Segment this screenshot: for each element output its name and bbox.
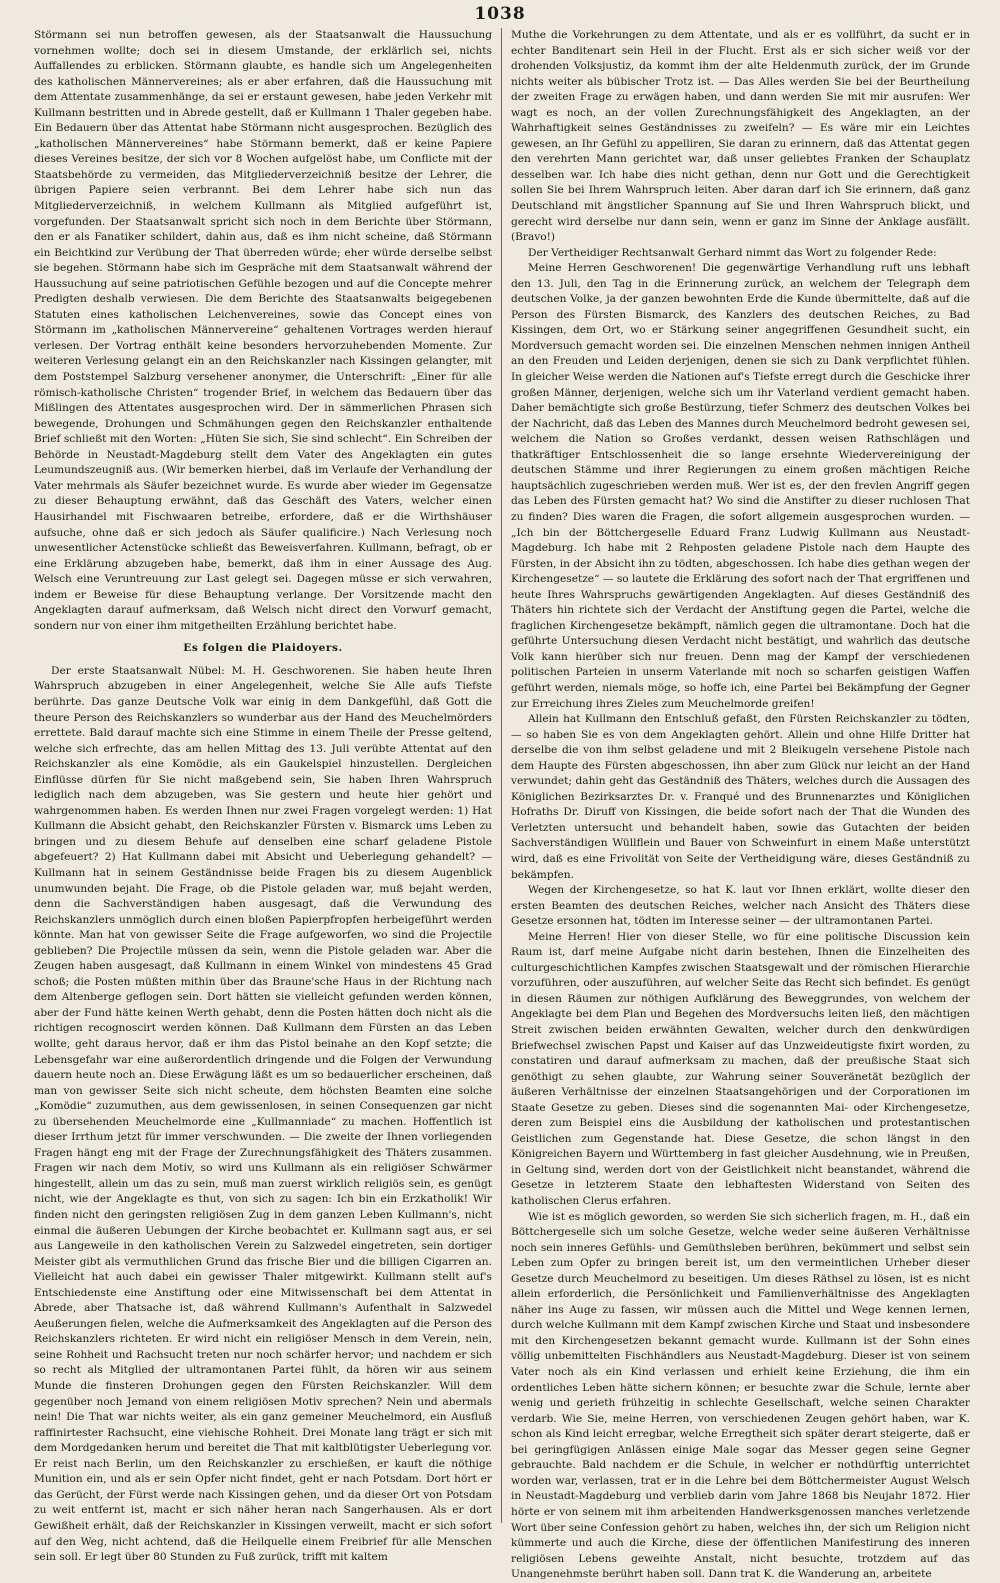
- right-paragraph-7: Wie ist es möglich geworden, so werden Sie sich sicherlich fragen, m. H., daß ein Böttchergeselle sich um solche Gesetze, welche weder seine äußeren Verhältnisse noch sein inneres Gefühls- und Gemüthsleben berühren, bekümmert und selbst sein Leben zum Opfer zu bringen bereit ist, um den vermeintlichen Urheber dieser Gesetze durch Meuchelmord zu beseitigen. Um dieses Räthsel zu lösen, ist es nicht allein erforderlich, die Persönlichkeit und Familienverhältnisse des Angeklagten näher ins Auge zu fassen, wir müssen auch die Mittel und Wege kennen lernen, durch welche Kullmann mit dem Kampf zwischen Kirche und Staat und insbesondere mit den Kirchengesetzen bekannt gemacht wurde. Kullmann ist der Sohn eines völlig unbemittelten Fischhändlers aus Neustadt-Magdeburg. Dieser ist von seinem Vater noch als ein Kind verlassen und erhielt keine Erziehung, die ihm ein ordentliches Leben hätte sichern können; er besuchte zwar die Schule, lernte aber wenig und gerieth frühzeitig in schlechte Gesellschaft, welche seinen Charakter verdarb. Wie Sie, meine Herren, von verschiedenen Zeugen gehört haben, war K. schon als Kind leicht erregbar, welche Erregtheit sich später derart steigerte, daß er bei geringfügigen Anlässen einige Male sogar das Messer gegen seine Gegner gebrauchte. Bald nachdem er die Schule, in welcher er nothdürftig unterrichtet worden war, verlassen, trat er in die Lehre bei dem Böttchermeister August Welsch in Neustadt-Magdeburg und verblieb darin vom Jahre 1868 bis Neujahr 1872. Hier hörte er von seinem mit ihm arbeitenden Handwerksgenossen manches verletzende Wort über seine Confession gehört zu haben, welches ihn, der sich um Religion nicht kümmerte und auch die Kirche, diese der öffentlichen Manifestirung des inneren religiösen Lebens geweihte Anstalt, nicht besuchte, trotzdem auf das Unangenehmste berührt haben soll. Dann trat K. die Wanderung an, arbeitete: [511, 1210, 970, 1581]
- right-paragraph-3: Meine Herren Geschworenen! Die gegenwärtige Verhandlung ruft uns lebhaft den 13. Juli, den Tag in die Erinnerung zurück, an welchem der Telegraph dem deutschen Volke, ja der ganzen bewohnten Erde die Kunde übermittelte, daß auf die Person des Fürsten Bismarck, des Kanzlers des deutschen Reiches, zu Bad Kissingen, dem Ort, wo er Stärkung seiner angegriffenen Gesundheit sucht, ein Mordversuch gemacht worden sei. Die einzelnen Menschen nehmen innigen Antheil an den Freuden und Leiden derjenigen, denen sie sich zu Dank verpflichtet fühlen. In gleicher Weise werden die Nationen auf's Tiefste erregt durch die Geschicke ihrer großen Männer, derjenigen, welche sich um ihr Vaterland verdient gemacht haben. Daher bemächtigte sich große Bestürzung, tiefer Schmerz des deutschen Volkes bei der Nachricht, daß das Leben des Mannes durch Meuchelmord bedroht gewesen sei, welchem die Nation so Großes verdankt, dessen weisen Rathschlägen und thatkräftiger Entschlossenheit die so lange ersehnte Wiedervereinigung der deutschen Stämme und ihrer Regierungen zu einem großen mächtigen Reiche hauptsächlich zugeschrieben werden muß. Wer ist es, der den frevlen Angriff gegen das Leben des Fürsten gemacht hat? Wo sind die Anstifter zu dieser ruchlosen That zu finden? Dies waren die Fragen, die sofort allgemein ausgesprochen wurden. — „Ich bin der Böttchergeselle Eduard Franz Ludwig Kullmann aus Neustadt-Magdeburg. Ich habe mit 2 Rehposten geladene Pistole nach dem Haupte des Fürsten, in der Absicht ihn zu tödten, abgeschossen. Ich habe dies gethan wegen der Kirchengesetze“ — so lautete die Erklärung des sofort nach der That ergriffenen und heute Ihres Wahrspruchs gewärtigenden Angeklagten. Auf dieses Geständniß des Thäters hin richtete sich der Verdacht der Anstiftung gegen die Partei, welche die fraglichen Kirchengesetze bekämpft, nämlich gegen die ultramontane. Doch hat die geführte Untersuchung diesen Verdacht nicht bestätigt, und wahrlich das deutsche Volk kann hierüber sich nur freuen. Denn mag der Kampf der verschiedenen politischen Parteien in unserm Vaterlande mit noch so scharfen geistigen Waffen geführt werden, niemals möge, so hoffe ich, eine Partei bei Bekämpfung der Gegner zur Erreichung ihres Zieles zum Meuchelmorde greifen!: [511, 262, 970, 710]
- right-paragraph-1: Muthe die Vorkehrungen zu dem Attentate, und als er es vollführt, da sucht er in echter Banditenart sein Heil in der Flucht. Erst als er sich sicher weiß vor der drohenden Volksjustiz, da kommt ihm der alte Heldenmuth zurück, der im Grunde nichts weiter als bübischer Trotz ist. — Das Alles werden Sie bei der Beurtheilung der zweiten Frage zu erwägen haben, und dann werden Sie mit mir ausrufen: Wer wagt es noch, an der vollen Zurechnungsfähigkeit des Angeklagten, an der Wahrhaftigkeit seines Geständnisses zu zweifeln? — Es wäre mir ein Leichtes gewesen, an Ihr Gefühl zu appelliren, Sie daran zu erinnern, daß das Attentat gegen den verehrten Mann gerichtet war, daß unser geliebtes Franken der Schauplatz desselben war. Ich habe dies nicht gethan, denn nur Gott und die Gerechtigkeit sollen Sie bei Ihrem Wahrspruch leiten. Aber daran darf ich Sie erinnern, daß ganz Deutschland mit ängstlicher Spannung auf Sie und Ihren Wahrspruch blickt, und gerecht wird derselbe nur dann sein, wenn er ganz im Sinne der Anklage ausfällt. (Bravo!): [511, 29, 970, 244]
- right-paragraph-2: Der Vertheidiger Rechtsanwalt Gerhard nimmt das Wort zu folgender Rede:: [527, 246, 937, 259]
- section-heading-plaidoyers: Es folgen die Plaidoyers.: [183, 642, 343, 655]
- right-paragraph-5: Wegen der Kirchengesetze, so hat K. laut vor Ihnen erklärt, wollte dieser den ersten Beamten des deutschen Reiches, welcher nach Ansicht des Thäters diese Gesetze ersonnen hat, tödten im Interesse seiner — der ultramontanen Partei.: [511, 884, 970, 928]
- right-column: [502, 28, 970, 1581]
- right-paragraph-4: Allein hat Kullmann den Entschluß gefaßt, den Fürsten Reichskanzler zu tödten, — so haben Sie es von dem Angeklagten gehört. Allein und ohne Hilfe Dritter hat derselbe die von ihm selbst geladene und mit 2 Bleikugeln versehene Pistole nach dem Haupte des Fürsten abgeschossen, ihn aber zum Glück nur leicht an der Hand verwundet; dahin geht das Geständniß des Thäters, welches durch die Aussagen des Königlichen Bezirksarztes Dr. v. Franqué und des Brunnenarztes und Königlichen Hofraths Dr. Diruff von Kissingen, die beide sofort nach der That die Wunden des Verletzten untersucht und behandelt haben, sowie das Gutachten der beiden Sachverständigen Wüllflein und Bauer von Schweinfurt in einem Maße unterstützt wird, daß es eine Frivolität von Seite der Vertheidigung wäre, dieses Geständniß zu bekämpfen.: [511, 713, 970, 881]
- left-paragraph-2: Der erste Staatsanwalt Nübel: M. H. Geschworenen. Sie haben heute Ihren Wahrspruch abzugeben in einer Angelegenheit, welche Sie Alle aufs Tiefste berührte. Das ganze Deutsche Volk war einig in dem Dankgefühl, daß Gott die theure Person des Reichskanzlers so wunderbar aus der Hand des Meuchelmörders errettete. Bald darauf machte sich eine Stimme in einem Theile der Presse geltend, welche sich erfrechte, das am hellen Mittag des 13. Juli verübte Attentat auf den Reichskanzler als eine Komödie, als ein Gaukelspiel hinzustellen. Dergleichen Einflüsse dürfen für Sie nicht maßgebend sein, Sie haben Ihren Wahrspruch lediglich nach dem abzugeben, was Sie gestern und heute hier gehört und wahrgenommen haben. Es werden Ihnen nur zwei Fragen vorgelegt werden: 1) Hat Kullmann die Absicht gehabt, den Reichskanzler Fürsten v. Bismarck ums Leben zu bringen und zu diesem Behufe auf denselben eine scharf geladene Pistole abgefeuert? 2) Hat Kullmann dabei mit Absicht und Ueberlegung gehandelt? — Kullmann hat in seinem Geständnisse beide Fragen bis zu diesem Augenblick unumwunden bejaht. Die Frage, ob die Pistole geladen war, muß bejaht werden, denn die Sachverständigen haben ausgesagt, daß die Verwundung des Reichskanzlers unmöglich durch einen bloßen Papierpfropfen herbeigeführt werden könnte. Man hat von gewisser Seite die Frage aufgeworfen, wo sind die Projectile geblieben? Die Projectile müssen da sein, wenn die Pistole geladen war. Aber die Zeugen haben ausgesagt, daß Kullmann in einem Winkel von mindestens 45 Grad schoß; die Posten müßten mithin über das Braune'sche Haus in der Richtung nach dem Altenberge geflogen sein. Dort hätten sie vielleicht gefunden werden können, aber der Fund hätte keinen Werth gehabt, denn die Posten hätten doch nicht als die richtigen recognoscirt werden können. Daß Kullmann dem Fürsten an das Leben wollte, geht daraus hervor, daß er ihm das Pistol beinahe an den Kopf setzte; die Lebensgefahr war eine außerordentlich dringende und die Folgen der Verwundung dauern heute noch an. Diese Erwägung läßt es um so bedauerlicher erscheinen, daß man von gewisser Seite sich nicht scheute, dem höchsten Beamten eine solche „Komödie“ zuzumuthen, aus dem gewissenlosen, in seinen Consequenzen gar nicht zu übersehenden Meuchelmorde eine „Kullmanniade“ zu machen. Hoffentlich ist dieser Irrthum jetzt für immer verschwunden. — Die zweite der Ihnen vorliegenden Fragen hängt eng mit der Frage der Zurechnungsfähigkeit des Thäters zusammen. Fragen wir nach dem Motiv, so wird uns Kullmann als ein religiöser Schwärmer hingestellt, allein um das zu sein, muß man zuerst wirklich religiös sein, es genügt nicht, wie der Angeklagte es thut, von sich zu sagen: Ich bin ein Erzkatholik! Wir finden nicht den geringsten religiösen Zug in dem ganzen Leben Kullmann's, nicht einmal die äußeren Uebungen der Kirche beobachtet er. Kullmann sagt aus, er sei aus Langeweile in den katholischen Verein zu Salzwedel eingetreten, sein dortiger Meister gibt als vermuthlichen Grund das frische Bier und die billigen Cigarren an. Vielleicht hat auch dabei ein gewisser Thaler mitgewirkt. Kullmann stellt auf's Entschiedenste eine Anstiftung oder eine Mitwissenschaft bei dem Attentat in Abrede, aber Thatsache ist, daß während Kullmann's Aufenthalt in Salzwedel Aeußerungen fielen, welche die Aufmerksamkeit des Angeklagten auf die Person des Reichskanzlers richteten. Er wird nicht ein religiöser Mensch in dem Verein, nein, seine Rohheit und Rachsucht treten nur noch schärfer hervor; und nachdem er sich so recht als Mitglied der ultramontanen Partei fühlt, da hören wir aus seinem Munde die finsteren Drohungen gegen den Fürsten Reichskanzler. Will dem gegenüber noch Jemand von einem religiösen Motiv sprechen? Nein und abermals nein! Die That war nichts weiter, als ein ganz gemeiner Meuchelmord, ein Ausfluß raffinirtester Rachsucht, eine viehische Rohheit. Drei Monate lang trägt er sich mit dem Mordgedanken herum und bereitet die That mit kaltblütigster Ueberlegung vor. Er reist nach Berlin, um den Reichskanzler zu erschießen, er kauft die nöthige Munition ein, und als er sein Opfer nicht findet, geht er nach Potsdam. Dort hört er das Gerücht, der Fürst werde nach Kissingen gehen, und da dieser Ort von Potsdam zu weit entfernt ist, macht er sich näher heran nach Sangerhausen. Als er dort Gewißheit erhält, daß der Reichskanzler in Kissingen verweilt, macht er sich sofort auf den Weg, nicht achtend, daß die Heilquelle einem Freibrief für alle Menschen sein soll. Er legt über 80 Stunden zu Fuß zurück, trifft mit kaltem: [34, 664, 492, 1564]
- text-columns: [34, 28, 970, 1581]
- left-paragraph-1: Störmann sei nun betroffen gewesen, als der Staatsanwalt die Haussuchung vornehmen wollte; doch sei in diesem Umstande, der erklärlich sei, nichts Auffallendes zu erblicken. Störmann glaubte, es handle sich um Angelegenheiten des katholischen Männervereines; als er aber erfahren, daß die Haussuchung mit dem Attentate zusammenhänge, da sei er erstaunt gewesen, habe jeden Verkehr mit Kullmann bestritten und in Abrede gestellt, daß er Kullmann 1 Thaler gegeben habe. Ein Bedauern über das Attentat habe Störmann nicht ausgesprochen. Bezüglich des „katholischen Männervereines“ habe Störmann bemerkt, daß er keine Papiere dieses Vereines besitze, der sich vor 8 Wochen aufgelöst habe, um Conflicte mit der Staatsbehörde zu vermeiden, das Mitgliederverzeichniß besitze der Lehrer, die übrigen Papiere seien verbrannt. Bei dem Lehrer habe sich nun das Mitgliederverzeichniß, in welchem Kullmann als Mitglied aufgeführt ist, vorgefunden. Der Staatsanwalt spricht sich noch in dem Berichte über Störmann, den er als Fanatiker schildert, dahin aus, daß es ihm nicht scheine, daß Störmann ein Beichtkind zur Verübung der That überreden würde; eher würde derselbe selbst sie begehen. Störmann habe sich im Gespräche mit dem Staatsanwalt während der Haussuchung auf seine patriotischen Gefühle bezogen und auf die Concepte mehrer Predigten deshalb verwiesen. Die dem Berichte des Staatsanwalts beigegebenen Statuten eines katholischen Leichenvereines, sowie das Concept eines von Störmann im „katholischen Männervereine“ gehaltenen Vortrages werden hierauf verlesen. Der Vortrag enthält keine besonders hervorzuhebenden Momente. Zur weiteren Verlesung gelangt ein an den Reichskanzler nach Kissingen gelangter, mit dem Poststempel Salzburg versehener anonymer, die Unterschrift: „Einer für alle römisch-katholische Christen“ trogender Brief, in welchem das Bedauern über das Mißlingen des Attentates ausgesprochen wird. Der in sämmerlichen Phrasen sich bewegende, Drohungen und Schmähungen gegen den Reichskanzler enthaltende Brief schließt mit den Worten: „Hüten Sie sich, Sie sind schlecht“. Ein Schreiben der Behörde in Neustadt-Magdeburg stellt dem Vater des Angeklagten ein gutes Leumundszeugniß aus. (Wir bemerken hierbei, daß im Verlaufe der Verhandlung der Vater mehrmals als Säufer bezeichnet wurde. Es wurde aber wieder im Gegensatze zu dieser Behauptung erwähnt, daß das Geschäft des Vaters, welcher einen Hausirhandel mit Fischwaaren betreibe, erfordere, daß er die Wirthshäuser aufsuche, ohne daß er sich jedoch als Säufer qualificire.) Nach Verlesung noch unwesentlicher Actenstücke schließt das Beweisverfahren. Kullmann, befragt, ob er eine Erklärung abzugeben habe, bemerkt, daß ihm in einer Aussage des Aug. Welsch eine Veruntreuung zur Last gelegt sei. Dagegen müsse er sich verwahren, indem er Beweise für diese Behauptung verlange. Der Vorsitzende macht den Angeklagten darauf aufmerksam, daß Welsch nicht direct den Vorwurf gemacht, sondern nur von einer ihm mitgetheilten Erzählung berichtet habe.: [34, 29, 492, 632]
- page-number: 1038: [474, 4, 526, 24]
- left-column: [34, 28, 502, 1564]
- right-paragraph-6: Meine Herren! Hier von dieser Stelle, wo für eine politische Discussion kein Raum ist, darf meine Aufgabe nicht darin bestehen, Ihnen die Einzelheiten des culturgeschichtlichen Kampfes zwischen Staatsgewalt und der römischen Hierarchie vorzuführen, oder auszuführen, auf welcher Seite das Recht sich befindet. Es genügt in diesen Räumen zur nöthigen Aufklärung des Beweggrundes, von welchem der Angeklagte bei dem Plan und Begehen des Mordversuchs leiten ließ, den mächtigen Streit zwischen beiden erwähnten Gewalten, welcher durch den denkwürdigen Briefwechsel zwischen Papst und Kaiser auf das Unzweideutigste fixirt worden, zu constatiren und darauf aufmerksam zu machen, daß der preußische Staat sich genöthigt zu sehen glaubte, zur Wahrung seiner Souveränetät bezüglich der äußeren Verhältnisse der einzelnen Staatsangehörigen und der Corporationen im Staate Gesetze zu geben. Dieses sind die sogenannten Mai- oder Kirchengesetze, deren zum Beispiel eins die Ausbildung der katholischen und protestantischen Geistlichen zum Gegenstande hat. Diese Gesetze, die schon längst in den Königreichen Bayern und Württemberg in fast gleicher Ausdehnung, wie in Preußen, in Geltung sind, werden dort von der Geistlichkeit nicht beanstandet, während die Gesetze in letzterem Staate den lebhaftesten Widerstand von Seiten des katholischen Clerus erfahren.: [511, 930, 970, 1208]
